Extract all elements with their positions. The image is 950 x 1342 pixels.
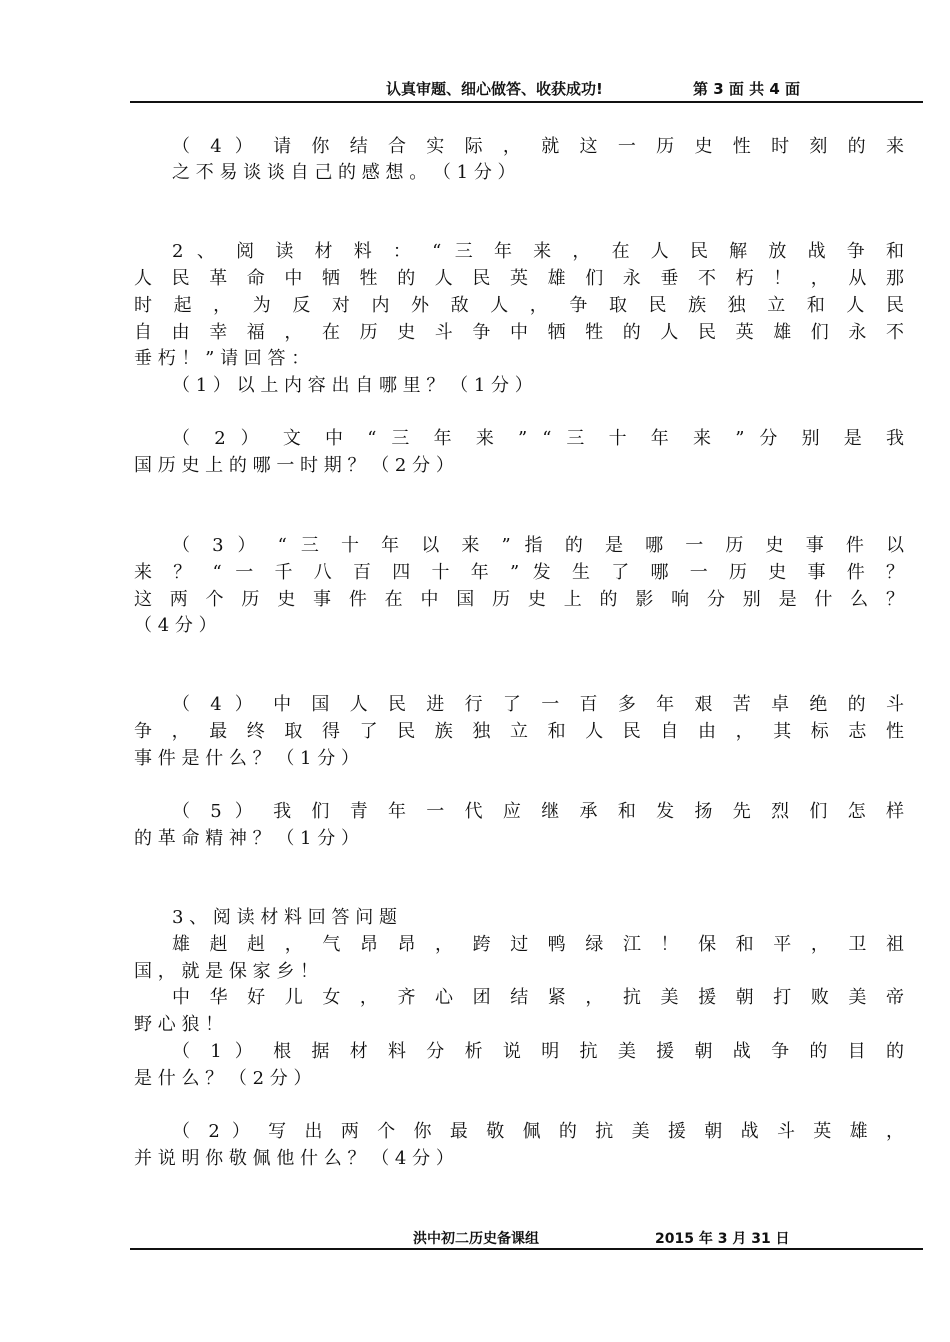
q2-4-line3: 事 件 是 什 么 ？ （ 1 分 ） bbox=[134, 748, 359, 769]
q2-line1: 2 、 阅 读 材 料 ： “ 三 年 来 ， 在 人 民 解 放 战 争 和 bbox=[172, 241, 904, 262]
q2-2-line2: 国 历 史 上 的 哪 一 时 期 ？ （ 2 分 ） bbox=[134, 455, 454, 476]
q3-poem1-line2: 国 ， 就 是 保 家 乡 ！ bbox=[134, 961, 319, 982]
q2-3-line4: （ 4 分 ） bbox=[134, 615, 217, 636]
q2-3-line1: （ 3 ） “ 三 十 年 以 来 ” 指 的 是 哪 一 历 史 事 件 以 bbox=[172, 535, 904, 556]
q3-poem2-line1: 中 华 好 儿 女 ， 齐 心 团 结 紧 ， 抗 美 援 朝 打 败 美 帝 bbox=[172, 987, 904, 1008]
q3-1-line2: 是 什 么 ？ （ 2 分 ） bbox=[134, 1068, 312, 1089]
q2-2-line1: （ 2 ） 文 中 “ 三 年 来 ” “ 三 十 年 来 ” 分 别 是 我 bbox=[172, 428, 904, 449]
header-rule bbox=[130, 101, 923, 103]
q2-3-line3: 这 两 个 历 史 事 件 在 中 国 历 史 上 的 影 响 分 别 是 什 么 ？ bbox=[134, 589, 904, 610]
footer-group: 洪中初二历史备课组 bbox=[413, 1231, 539, 1247]
q2-line3: 时 起 ， 为 反 对 内 外 敌 人 ， 争 取 民 族 独 立 和 人 民 bbox=[134, 295, 904, 316]
q2-line5: 垂 朽 ！ ” 请 回 答 ： bbox=[134, 348, 310, 369]
q2-3-line2: 来 ？ “ 一 千 八 百 四 十 年 ” 发 生 了 哪 一 历 史 事 件 ？ bbox=[134, 562, 904, 583]
q1-4-line2: 之 不 易 谈 谈 自 己 的 感 想 。 （ 1 分 ） bbox=[172, 162, 516, 183]
q2-1: （ 1 ） 以 上 内 容 出 自 哪 里 ？ （ 1 分 ） bbox=[172, 375, 533, 396]
q3-1-line1: （ 1 ） 根 据 材 料 分 析 说 明 抗 美 援 朝 战 争 的 目 的 bbox=[172, 1041, 904, 1062]
q3-2-line2: 并 说 明 你 敬 佩 他 什 么 ？ （ 4 分 ） bbox=[134, 1148, 454, 1169]
q2-5-line1: （ 5 ） 我 们 青 年 一 代 应 继 承 和 发 扬 先 烈 们 怎 样 bbox=[172, 801, 904, 822]
q2-5-line2: 的 革 命 精 神 ？ （ 1 分 ） bbox=[134, 828, 359, 849]
q2-line2: 人 民 革 命 中 牺 牲 的 人 民 英 雄 们 永 垂 不 朽 ！ ， 从 那 bbox=[134, 268, 904, 289]
q2-4-line1: （ 4 ） 中 国 人 民 进 行 了 一 百 多 年 艰 苦 卓 绝 的 斗 bbox=[172, 694, 904, 715]
footer-rule bbox=[130, 1248, 923, 1250]
q3-2-line1: （ 2 ） 写 出 两 个 你 最 敬 佩 的 抗 美 援 朝 战 斗 英 雄 ， bbox=[172, 1121, 904, 1142]
q1-4-line1: （ 4 ） 请 你 结 合 实 际 ， 就 这 一 历 史 性 时 刻 的 来 bbox=[172, 136, 904, 157]
page-number: 第 3 面 共 4 面 bbox=[693, 80, 800, 98]
header-motto: 认真审题、细心做答、收获成功! bbox=[386, 80, 603, 98]
q3-poem2-line2: 野 心 狼 ！ bbox=[134, 1014, 224, 1035]
q3-title: 3 、 阅 读 材 料 回 答 问 题 bbox=[172, 907, 397, 928]
q2-line4: 自 由 幸 福 ， 在 历 史 斗 争 中 牺 牲 的 人 民 英 雄 们 永 不 bbox=[134, 322, 904, 343]
footer-date: 2015 年 3 月 31 日 bbox=[655, 1231, 790, 1247]
q2-4-line2: 争 ， 最 终 取 得 了 民 族 独 立 和 人 民 自 由 ， 其 标 志 性 bbox=[134, 721, 904, 742]
q3-poem1-line1: 雄 赳 赳 ， 气 昂 昂 ， 跨 过 鸭 绿 江 ！ 保 和 平 ， 卫 祖 bbox=[172, 934, 904, 955]
